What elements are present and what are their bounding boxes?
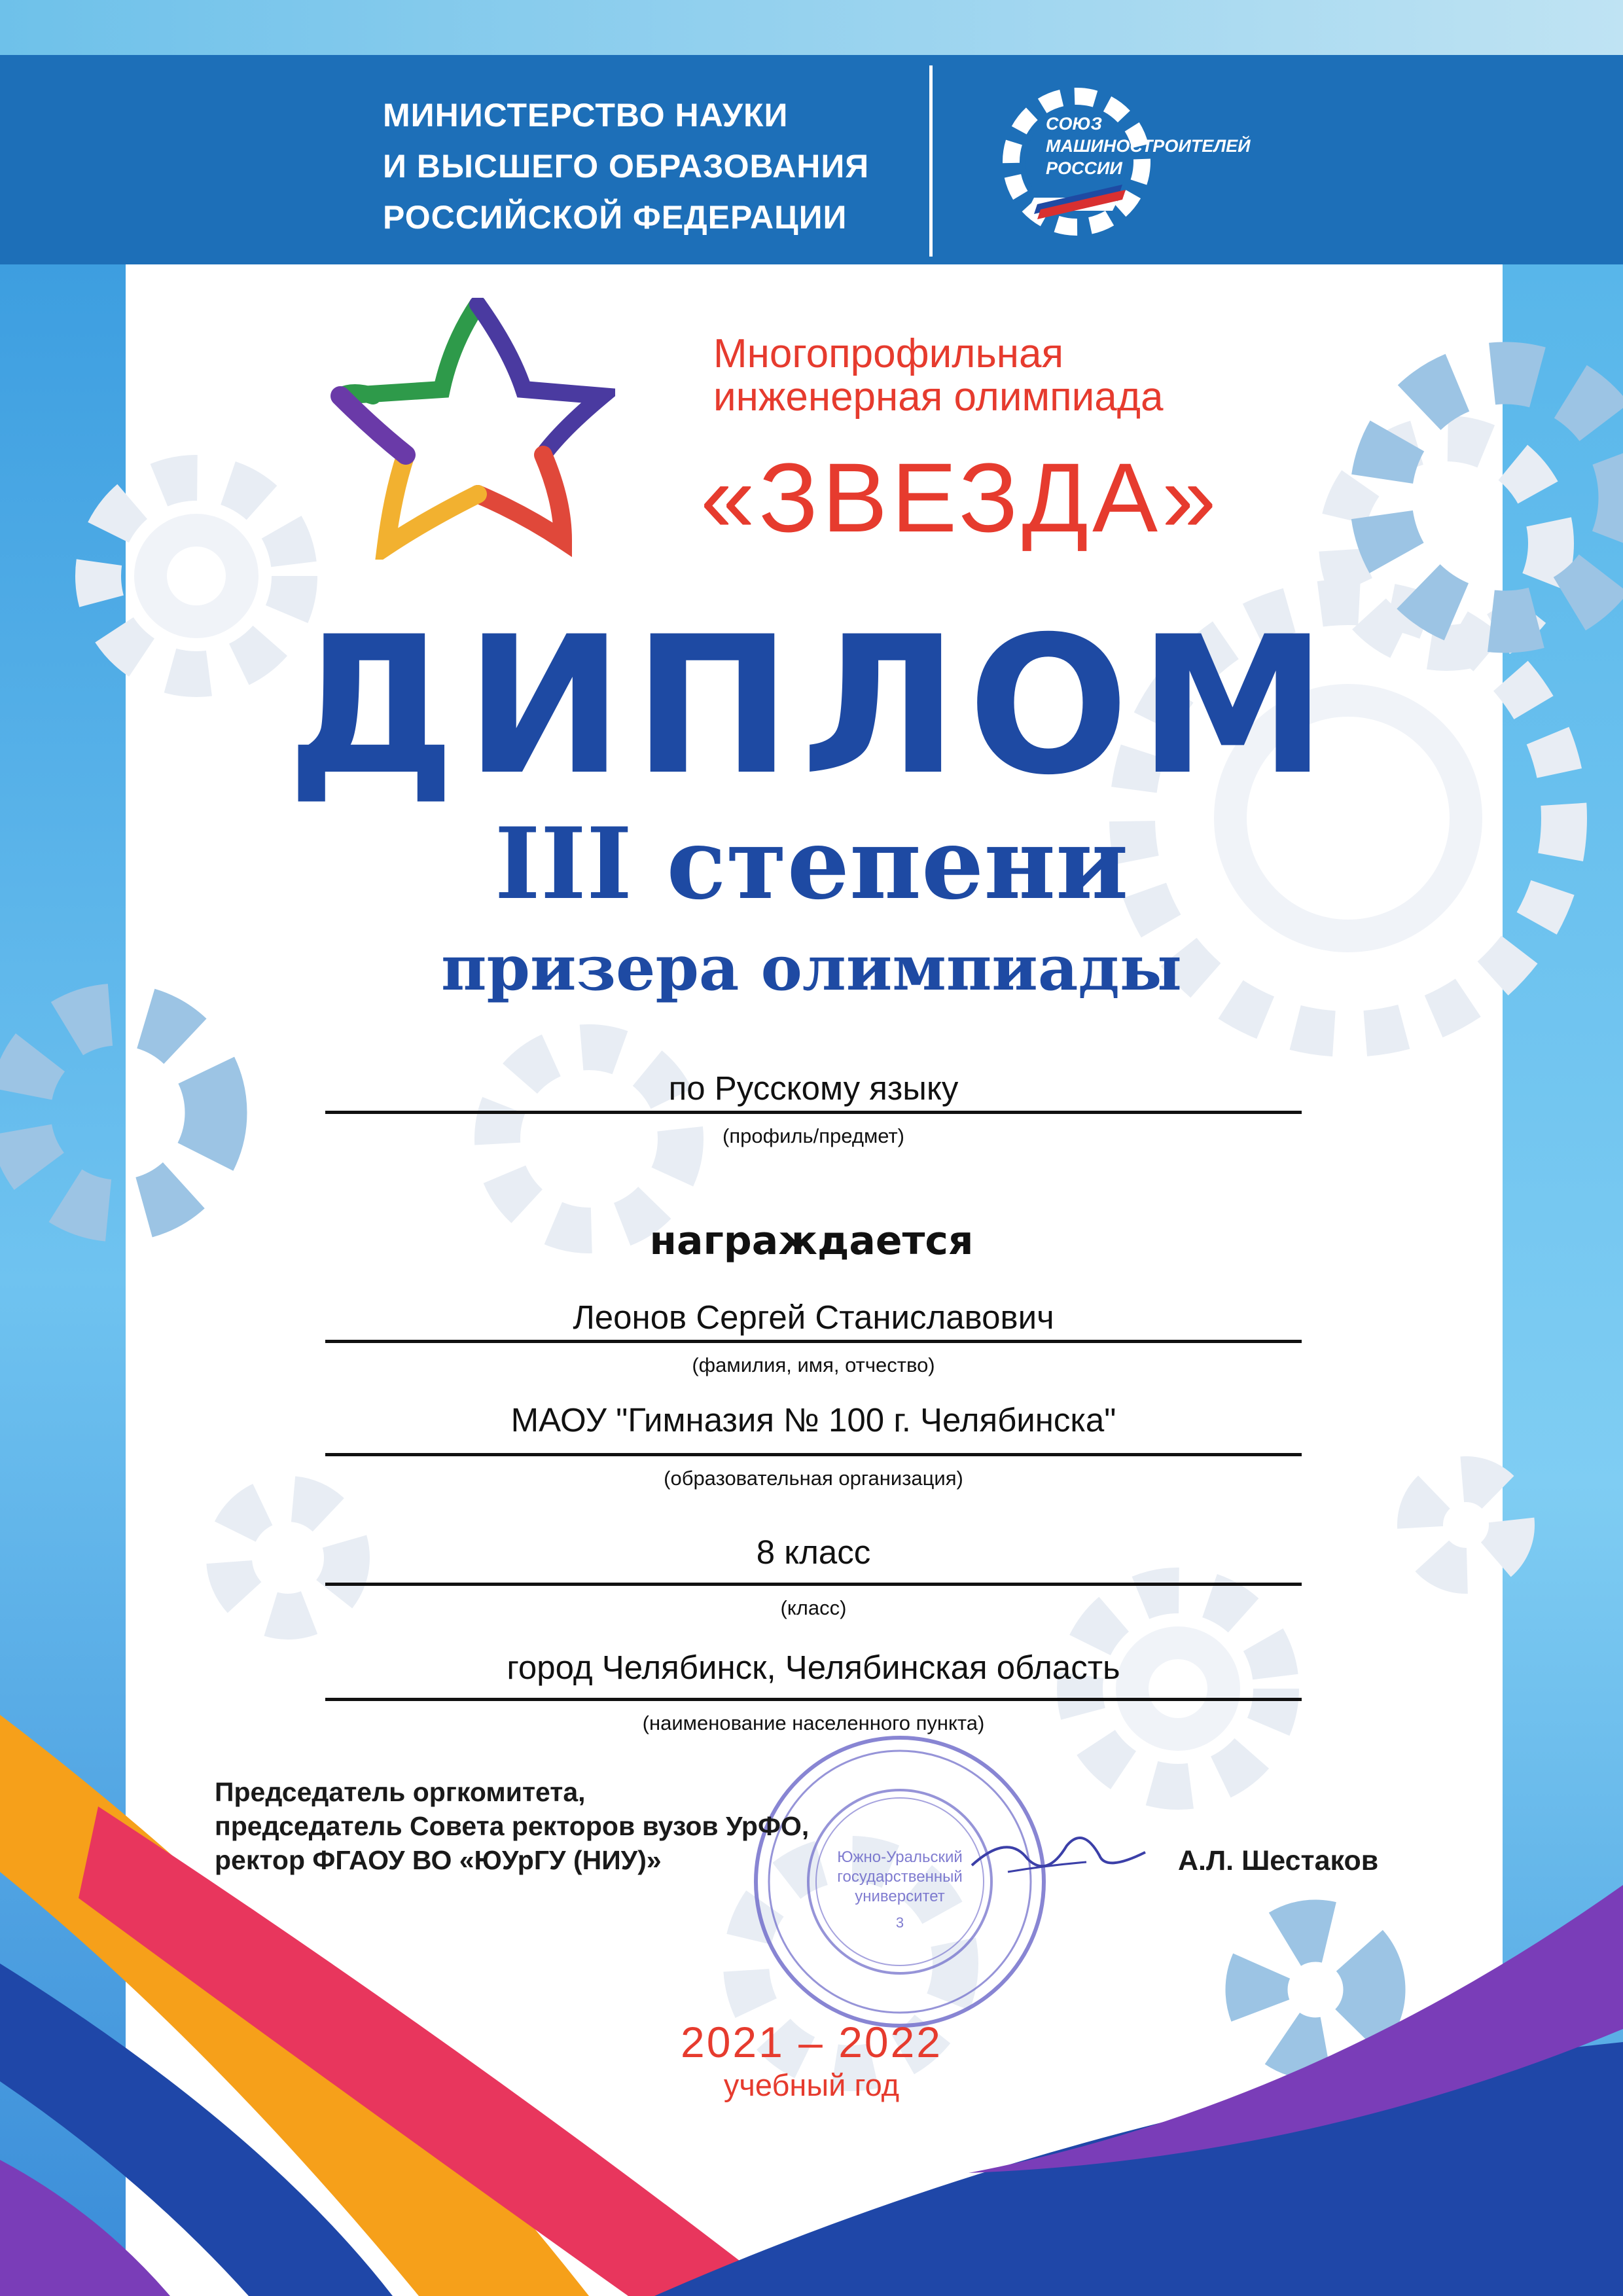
union-line: СОЮЗ xyxy=(1046,114,1102,134)
olympiad-subtitle xyxy=(713,332,1163,419)
signer-name: А.Л. Шестаков xyxy=(1178,1845,1379,1876)
chair-line: Председатель оргкомитета, xyxy=(215,1777,586,1807)
city-caption: (наименование населенного пункта) xyxy=(642,1712,985,1734)
grade-caption: (класс) xyxy=(780,1596,847,1619)
union-name xyxy=(1046,113,1251,179)
grade-underline xyxy=(325,1583,1302,1586)
union-line: РОССИИ xyxy=(1046,158,1122,178)
diploma-degree: III степени xyxy=(494,806,1129,922)
subject-underline xyxy=(325,1111,1302,1114)
chair-title xyxy=(215,1775,809,1877)
city-value: город Челябинск, Челябинская область xyxy=(507,1649,1120,1686)
olympiad-subtitle-line: Многопрофильная xyxy=(713,331,1064,376)
name-value: Леонов Сергей Станиславович xyxy=(573,1299,1054,1336)
organization-underline xyxy=(325,1453,1302,1456)
chair-line: председатель Совета ректоров вузов УрФО, xyxy=(215,1811,810,1841)
ministry-line: РОССИЙСКОЙ ФЕДЕРАЦИИ xyxy=(383,199,847,236)
academic-year: 2021 – 2022 xyxy=(680,2018,943,2066)
grade-value: 8 класс xyxy=(756,1534,871,1571)
header-top-strip xyxy=(0,0,1623,55)
ministry-line: МИНИСТЕРСТВО НАУКИ xyxy=(383,97,789,134)
diploma-subtitle: призера олимпиады xyxy=(441,932,1182,1005)
signature-scribble xyxy=(969,1820,1152,1892)
union-line: МАШИНОСТРОИТЕЛЕЙ xyxy=(1046,136,1251,156)
awarded-label: награждается xyxy=(649,1218,974,1264)
subject-caption: (профиль/предмет) xyxy=(722,1124,904,1147)
organization-value: МАОУ "Гимназия № 100 г. Челябинска" xyxy=(510,1401,1116,1439)
grade-field xyxy=(325,1533,1302,1621)
star-logo-icon xyxy=(314,298,615,560)
diploma-title: ДИПЛОМ xyxy=(287,596,1336,817)
name-underline xyxy=(325,1340,1302,1343)
city-underline xyxy=(325,1698,1302,1701)
ministry-title xyxy=(383,90,869,243)
name-caption: (фамилия, имя, отчество) xyxy=(692,1354,935,1376)
header-divider xyxy=(929,65,933,257)
seal-line: 3 xyxy=(895,1914,904,1931)
seal-line: университет xyxy=(855,1888,945,1905)
organization-field xyxy=(325,1401,1302,1492)
seal-line: Южно-Уральский xyxy=(837,1848,963,1866)
academic-year-label: учебный год xyxy=(723,2068,900,2102)
olympiad-name: «ЗВЕЗДА» xyxy=(700,442,1221,552)
subject-value: по Русскому языку xyxy=(668,1069,959,1107)
chair-line: ректор ФГАОУ ВО «ЮУрГУ (НИУ)» xyxy=(215,1845,662,1875)
seal-line: государственный xyxy=(837,1868,963,1886)
city-field xyxy=(325,1648,1302,1736)
organization-caption: (образовательная организация) xyxy=(664,1467,963,1490)
subject-field xyxy=(325,1069,1302,1149)
ministry-line: И ВЫСШЕГО ОБРАЗОВАНИЯ xyxy=(383,148,870,185)
olympiad-subtitle-line: инженерная олимпиада xyxy=(713,374,1164,420)
name-field xyxy=(325,1298,1302,1378)
